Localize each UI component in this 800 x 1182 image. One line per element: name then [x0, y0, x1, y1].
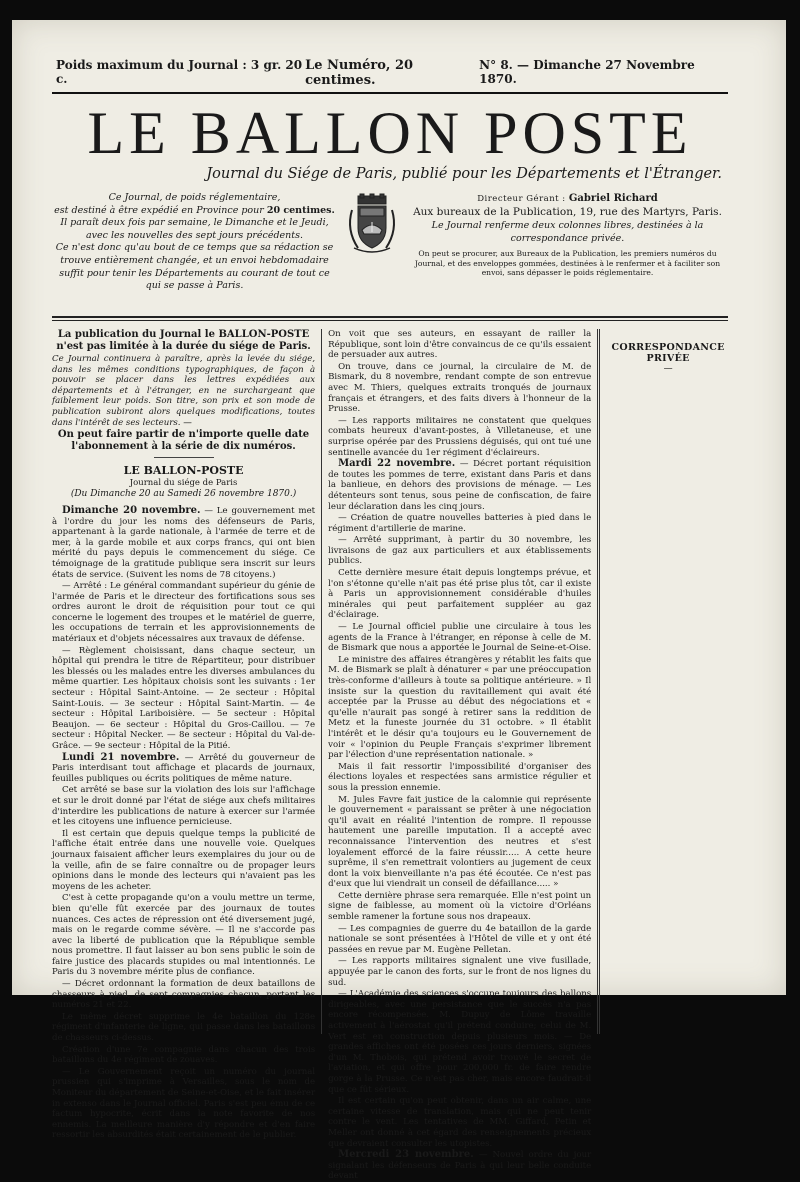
article-paragraph: Création d'une 7e compagnie dans chacun des trois bataillons du 4e régiment de zouaves.: [52, 1044, 316, 1066]
article-columns: [52, 329, 728, 1182]
masthead-title: LE BALLON POSTE: [87, 100, 693, 166]
article-paragraph: Mercredi 23 novembre. — Nouvel ordre du jour signalant les défenseurs de Paris à qui leur belle conduite devant: [328, 1149, 592, 1182]
article-paragraph: — Décret ordonnant la formation de deux bataillons de chasseurs à pied, de sept compagnies chacun, portant les numéros 21 et 22.: [52, 979, 316, 1011]
article-paragraph: Cet arrêté se base sur la violation des lois sur l'affichage et sur le droit donné par l'état de siége aux chefs militaires d'interdire les publications de nature à exercer sur l'armée et les citoyens une influence pernicieuse.: [52, 785, 316, 828]
column-1: [52, 329, 322, 1141]
article-paragraph: Le ministre des affaires étrangères y rétablit les faits que M. de Bismark se plaît à dénaturer « par une préoccupation très-conforme d'ailleurs à toute sa politique antérieure. » Il insiste sur la question du ravitaillement qui avait été acceptée par la Prusse au début des négociations et « qu'elle n'aurait pas songé à retirer sans la reddition de Metz et la funeste journée du 31 octobre. » Il établit l'intérêt et le désir qu'a toujours eu le Gouvernement de voir « l'opinion du Peuple Français s'exprimer librement par l'élection d'une représentation nationale. »: [328, 654, 592, 761]
article-paragraph: — Le Gouvernement reçoit un numéro du journal prussien qui s'imprime à Versailles, sous le nom de Moniteur du département de Seine-et-Oise, et le fait insérer in extenso dans le Journal officiel. Paris s'est peu ému de ce factum hypocrite, écrit dans la note favorite de nos ennemis. La meilleure manière d'y répondre et d'en faire ressortir les absurdités était certainement de le publier.: [52, 1066, 316, 1141]
article-paragraph: — Le Journal officiel publie une circulaire à tous les agents de la France à l'étranger, en réponse à celle de M. de Bismark que nous a apportée le Journal de Seine-et-Oise.: [328, 622, 592, 654]
correspondence-title: CORRESPONDANCE PRIVÉE: [611, 342, 725, 364]
notice-line-2: est destiné à être expédié en Province pour 20 centimes.: [54, 204, 335, 216]
article-paragraph: On trouve, dans ce journal, la circulaire de M. de Bismark, du 8 novembre, rendant compte de son entrevue avec M. Thiers, quelques extraits tronqués de journaux français et étrangers, et des faits divers à l'honneur de la Prusse.: [328, 361, 592, 415]
subscription-note: On peut faire partir de n'importe quelle date l'abonnement à la série de dix numéros.: [57, 429, 310, 453]
article-paragraph: Lundi 21 novembre. — Arrêté du gouverneur de Paris interdisant tout affichage et placards de journaux, feuilles publiques ou écrits politiques de même nature.: [52, 751, 316, 784]
article-paragraph: — Les rapports militaires ne constatent que quelques combats heureux d'avant-postes, à Villetaneuse, et une surprise opérée par des Prussiens déguisés, qui ont tué une sentinelle avancée du 1er régiment d'éclaireurs.: [328, 415, 592, 458]
section-title: LE BALLON-POSTE: [123, 464, 244, 478]
top-rule: [52, 92, 728, 94]
article-paragraph: Mardi 22 novembre. — Décret portant réquisition de toutes les pommes de terre, existant dans Paris et dans la banlieue, en dehors des provisions de ménage. — Les détenteurs sont tenus, sous peine de confiscation, de faire leur déclaration dans les cinq jours.: [328, 458, 592, 512]
article-paragraph: Cette dernière mesure était depuis longtemps prévue, et l'on s'étonne qu'elle n'ait pas été prise plus tôt, car il existe à Paris un approvisionnement considérable d'huiles minérales qui peut parfaitement suppléer au gaz d'éclairage.: [328, 568, 592, 621]
article-paragraph: Il est certain que depuis quelque temps la publicité de l'affiche était entrée dans une nouvelle voie. Quelques journaux faisaient afficher leurs exemplaires du jour ou de la veille, afin de se faire connaître ou de propager leurs opinions dans le monde des lecteurs qui n'avaient pas les moyens de les acheter.: [52, 828, 316, 892]
address-line: Aux bureaux de la Publication, 19, rue des Martyrs, Paris.: [413, 206, 722, 218]
section-subtitle: Journal du siége de Paris: [129, 477, 238, 488]
article-paragraph: — Arrêté supprimant, à partir du 30 novembre, les livraisons de gaz aux particuliers et aux établissements publics.: [328, 535, 592, 567]
notice-line-3: Il paraît deux fois par semaine, le Dimanche et le Jeudi, avec les nouvelles des sept jours précédents.: [60, 217, 329, 241]
article-paragraph: Le même décret supprime le 4e bataillon du 128e régiment d'infanterie de ligne, qui passe dans les bataillons de chasseurs ci-dessus.: [52, 1011, 316, 1044]
article-paragraph: Dimanche 20 novembre. — Le gouvernement met à l'ordre du jour les noms des défenseurs de Paris, appartenant à la garde nationale, à l'armée de terre et de mer, à la garde mobile et aux corps francs, qui ont bien mérité du pays depuis le commencement du siége. Ce témoignage de la gratitude publique sera inscrit sur leurs états de service. (Suivent les noms de 78 citoyens.): [52, 504, 316, 580]
notice-line-1: Ce Journal, de poids réglementaire,: [108, 192, 281, 203]
article-paragraph: Cette dernière phrase sera remarquée. Elle n'est point un signe de faiblesse, au moment où la victoire d'Orléans semble ramener la fortune sous nos drapeaux.: [328, 890, 592, 923]
article-paragraph: Mais il fait ressortir l'impossibilité d'organiser des élections loyales et respectées sans armistice régulier et sous la pression ennemie.: [328, 761, 592, 793]
article-paragraph: — Arrêté : Le général commandant supérieur du génie de l'armée de Paris et le directeur des fortifications sous ses ordres auront le droit de réquisition pour tout ce qui concerne le logement des troupes et le matériel de guerre, les occupations de terrain et les approvisionnements de matériaux et d'objets nécessaires aux travaux de défense.: [52, 581, 316, 645]
newspaper-page: [12, 20, 786, 1182]
issue-price-text: Le Numéro, 20 centimes.: [305, 58, 414, 88]
coat-of-arms-icon: [344, 194, 400, 256]
header-block: [52, 192, 728, 310]
article-paragraph: C'est à cette propagande qu'on a voulu mettre un terme, bien qu'elle fût exercée par des journaux de toutes nuances. Ces actes de répression ont été diversement jugé, mais on le regarde comme sévère. — Il ne s'accorde pas avec la liberté de publication que la République semble nous promettre. Il faut laisser au bon sens public le soin de faire justice des placards stupides ou mal intentionnés. Le Paris du 3 novembre mérite plus de confiance.: [52, 893, 316, 978]
page-content: [52, 58, 728, 1182]
header-left-notice: [52, 192, 337, 310]
lead-italic-text: Ce Journal continuera à paraître, après la levée du siége, dans les mêmes conditions typographiques, de façon à pouvoir se placer dans les lettres expédiées aux départements et à l'étranger, en ne surchargeant que faiblement leur poids. Son titre, son prix et son mode de publication subiront alors quelques modifications, toutes dans l'intérêt de ses lecteurs. —: [52, 354, 316, 428]
envelopes-note: On peut se procurer, aux Bureaux de la Publication, les premiers numéros du Journal, et des enveloppes gommées, destinées à le renfermer et à faciliter son envoi, sans dépasser le poids réglementaire.: [414, 249, 721, 277]
lead-announcement: La publication du Journal le BALLON-POSTE n'est pas limitée à la durée du siége de Paris.: [56, 329, 311, 352]
short-rule: [154, 457, 214, 458]
correspondence-dash: —: [663, 364, 673, 375]
max-weight-text: Poids maximum du Journal : 3 gr. 20 c.: [56, 58, 303, 86]
article-paragraph: — L'Académie des sciences s'occupe toujours des ballons dirigeables, avec une persistance que le succès n'a pas encore récompensée. M. Dupuy de Lôme travaille activement à l'aérostat qu'il prétend conduire; celui de M. Vert est en construction depuis plusieurs mois. — De grandes affiches ont été posées ces jours derniers, signées d'un M. Thobois, qui prétend avoir trouvé le secret de l'aviation, et qui offre pour 200,000 fr. de faire rendre gorge à la Prusse. Ce n'est pas cher, mais encore faudrait-il que ce fût sérieux.: [328, 989, 592, 1095]
top-info-line: [52, 58, 728, 88]
header-bottom-rule: [52, 316, 728, 318]
header-right-info: [407, 192, 728, 310]
director-line: Directeur Gérant : Gabriel Richard: [477, 193, 658, 204]
article-paragraph: — Les compagnies de guerre du 4e bataillon de la garde nationale se sont présentées à l'Hôtel de ville et y ont été passées en revue par M. Eugène Pelletan.: [328, 923, 592, 955]
article-paragraph: — Création de quatre nouvelles batteries à pied dans le régiment d'artillerie de marine.: [328, 513, 592, 534]
article-paragraph: — Les rapports militaires signalent une vive fusillade, appuyée par le canon des forts, sur le front de nos lignes du sud.: [328, 956, 592, 988]
paris-coat-of-arms: [337, 192, 407, 310]
notice-line-4: Ce n'est donc qu'au bout de ce temps que sa rédaction se trouve entièrement changée, et un envoi hebdomadaire suffit pour tenir les Départements au courant de tout ce qui se passe à Paris.: [55, 242, 334, 292]
private-columns-note: Le Journal renferme deux colonnes libres, destinées à la correspondance privée.: [431, 220, 704, 244]
header-bottom-rule-thin: [52, 320, 728, 321]
masthead-subtitle: Journal du Siége de Paris, publié pour les Départements et l'Étranger.: [206, 166, 722, 182]
article-paragraph: M. Jules Favre fait justice de la calomnie qui représente le gouvernement « paraissant se prêter à une négociation qu'il avait en réalité l'intention de rompre. Il repousse hautement une pareille imputation. Il a accepté avec reconnaissance l'intervention des neutres et s'est loyalement efforcé de la faire réussir..... A cette heure suprême, il s'en remettrait volontiers au jugement de ceux dont la voix bienveillante n'a pas été écoutée. Ce n'est pas d'eux que lui viendrait un conseil de défaillance..... »: [328, 794, 592, 890]
article-paragraph: On voit que ses auteurs, en essayant de railler la République, sont loin d'être convaincus de ce qu'ils essaient de persuader aux autres.: [328, 329, 592, 361]
section-dates: (Du Dimanche 20 au Samedi 26 novembre 1870.): [70, 489, 297, 500]
column-3-private-correspondence: [600, 329, 728, 1034]
issue-date-text: N° 8. — Dimanche 27 Novembre 1870.: [479, 58, 695, 86]
article-paragraph: Il est certain qu'on peut obtenir, dans un air calme, une certaine vitesse de translation, mais qui ne peut tenir contre le vent. Les tentatives de MM. Giffard, Petin et Meller ont donné à cet égard des renseignements précieux que devraient consulter les utopistes.: [328, 1096, 592, 1149]
article-paragraph: — Règlement choisissant, dans chaque secteur, un hôpital qui prendra le titre de Répartiteur, pour distribuer les blessés ou les malades entre les diverses ambulances du même quartier. Les hôpitaux choisis sont les suivants : 1er secteur : Hôpital Saint-Antoine. — 2e secteur : Hôpital Saint-Louis. — 3e secteur : Hôpital Saint-Martin. — 4e secteur : Hôpital Lariboisière. — 5e secteur : Hôpital Beaujon. — 6e secteur : Hôpital du Gros-Caillou. — 7e secteur : Hôpital Necker. — 8e secteur : Hôpital du Val-de-Grâce. — 9e secteur : Hôpital de la Pitié.: [52, 645, 316, 751]
column-2: [322, 329, 600, 1182]
